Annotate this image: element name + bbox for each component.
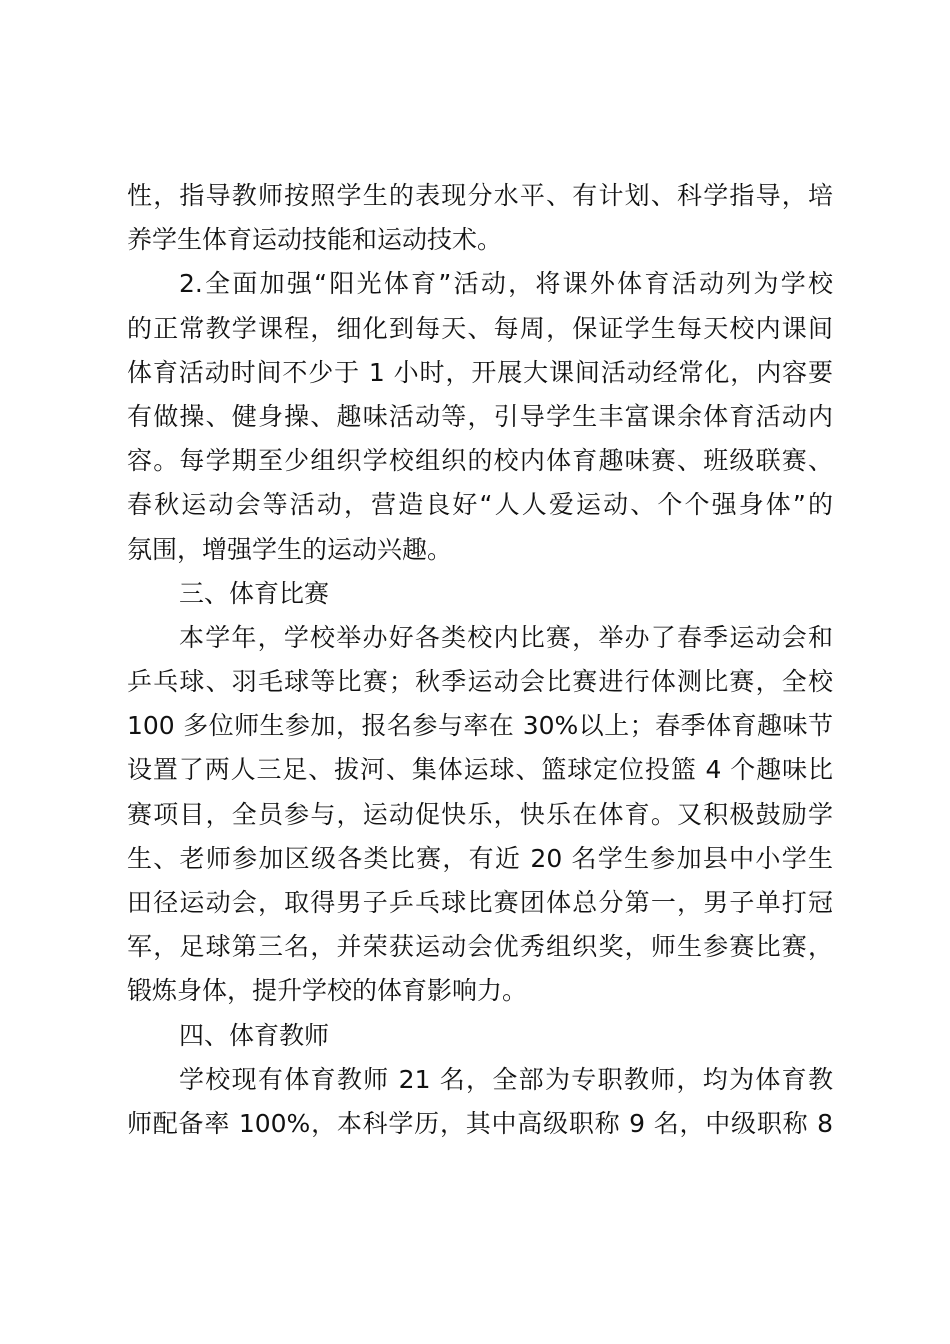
text-line: 田径运动会，取得男子乒乓球比赛团体总分第一，男子单打冠 — [127, 888, 833, 917]
text-line: 锻炼身体，提升学校的体育影响力。 — [127, 976, 528, 1006]
document-body — [127, 174, 833, 1146]
text-line: 师配备率 100%，本科学历，其中高级职称 9 名，中级职称 8 — [127, 1108, 833, 1138]
paragraph-start-line: 学校现有体育教师 21 名，全部为专职教师，均为体育教 — [179, 1064, 833, 1094]
section-heading: 三、体育比赛 — [179, 578, 330, 608]
text-line: 生、老师参加区级各类比赛，有近 20 名学生参加县中小学生 — [127, 843, 833, 873]
text-line: 赛项目，全员参与，运动促快乐，快乐在体育。又积极鼓励学 — [127, 799, 833, 829]
text-line: 设置了两人三足、拔河、集体运球、篮球定位投篮 4 个趣味比 — [127, 755, 833, 785]
text-line: 有做操、健身操、趣味活动等，引导学生丰富课余体育活动内 — [127, 401, 833, 431]
text-line: 乒乓球、羽毛球等比赛；秋季运动会比赛进行体测比赛，全校 — [127, 667, 833, 697]
text-line: 氛围，增强学生的运动兴趣。 — [127, 534, 453, 564]
text-line: 春秋运动会等活动，营造良好“人人爱运动、个个强身体”的 — [127, 490, 833, 520]
text-line: 军，足球第三名，并荣获运动会优秀组织奖，师生参赛比赛， — [127, 932, 833, 962]
text-line: 养学生体育运动技能和运动技术。 — [127, 225, 503, 255]
section-heading: 四、体育教师 — [179, 1020, 330, 1050]
paragraph-start-line: 本学年，学校举办好各类校内比赛，举办了春季运动会和 — [179, 622, 833, 652]
text-line: 100 多位师生参加，报名参与率在 30%以上；春季体育趣味节 — [127, 711, 833, 741]
text-line: 容。每学期至少组织学校组织的校内体育趣味赛、班级联赛、 — [127, 446, 833, 476]
text-line: 体育活动时间不少于 1 小时，开展大课间活动经常化，内容要 — [127, 357, 833, 387]
text-line: 性，指导教师按照学生的表现分水平、有计划、科学指导，培 — [127, 181, 833, 210]
paragraph-start-line: 2.全面加强“阳光体育”活动，将课外体育活动列为学校 — [179, 269, 833, 299]
text-line: 的正常教学课程，细化到每天、每周，保证学生每天校内课间 — [127, 313, 833, 343]
